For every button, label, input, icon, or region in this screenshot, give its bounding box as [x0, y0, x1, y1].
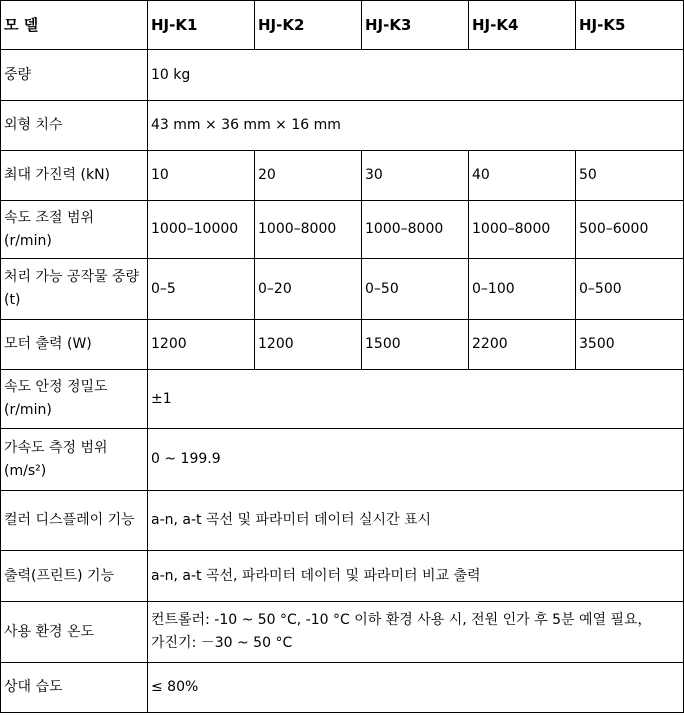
weight-value: 10 kg	[148, 50, 684, 101]
speed-range-k5: 500–6000	[576, 201, 684, 259]
table-row-speed-stability	[1, 370, 684, 429]
table-row-max-force	[1, 151, 684, 201]
row-label: 상대 습도	[1, 663, 148, 713]
operating-temp-value: 컨트롤러: -10 ~ 50 °C, -10 °C 이하 환경 사용 시, 전원 인가 후 5분 예열 필요，가진기: －30 ~ 50 °C	[148, 602, 684, 663]
table-row-header	[1, 1, 684, 50]
row-label: 속도 안정 정밀도 (r/min)	[1, 370, 148, 429]
header-model-k3: HJ-K3	[362, 1, 469, 50]
speed-stability-value: ±1	[148, 370, 684, 429]
dimensions-value: 43 mm × 36 mm × 16 mm	[148, 101, 684, 151]
humidity-value: ≤ 80%	[148, 663, 684, 713]
row-label: 속도 조절 범위 (r/min)	[1, 201, 148, 259]
table-row-workpiece-weight	[1, 259, 684, 320]
header-model-k5: HJ-K5	[576, 1, 684, 50]
motor-output-k4: 2200	[469, 320, 576, 370]
max-force-k5: 50	[576, 151, 684, 201]
header-model-k4: HJ-K4	[469, 1, 576, 50]
motor-output-k1: 1200	[148, 320, 255, 370]
speed-range-k3: 1000–8000	[362, 201, 469, 259]
max-force-k2: 20	[255, 151, 362, 201]
motor-output-k3: 1500	[362, 320, 469, 370]
print-function-value: a-n, a-t 곡선, 파라미터 데이터 및 파라미터 비교 출력	[148, 551, 684, 602]
row-label: 모터 출력 (W)	[1, 320, 148, 370]
workpiece-weight-k5: 0–500	[576, 259, 684, 320]
workpiece-weight-k1: 0–5	[148, 259, 255, 320]
row-label: 출력(프린트) 기능	[1, 551, 148, 602]
table-row-accel-range	[1, 429, 684, 491]
max-force-k1: 10	[148, 151, 255, 201]
workpiece-weight-k4: 0–100	[469, 259, 576, 320]
header-label-cell: 모 델	[1, 1, 148, 50]
row-label: 사용 환경 온도	[1, 602, 148, 663]
row-label: 처리 가능 공작물 중량 (t)	[1, 259, 148, 320]
row-label: 최대 가진력 (kN)	[1, 151, 148, 201]
motor-output-k5: 3500	[576, 320, 684, 370]
table-row-print-function	[1, 551, 684, 602]
color-display-value: a-n, a-t 곡선 및 파라미터 데이터 실시간 표시	[148, 491, 684, 551]
speed-range-k1: 1000–10000	[148, 201, 255, 259]
speed-range-k4: 1000–8000	[469, 201, 576, 259]
table-row-motor-output	[1, 320, 684, 370]
table-row-dimensions	[1, 101, 684, 151]
speed-range-k2: 1000–8000	[255, 201, 362, 259]
table-row-weight	[1, 50, 684, 101]
row-label: 외형 치수	[1, 101, 148, 151]
header-model-k1: HJ-K1	[148, 1, 255, 50]
row-label: 가속도 측정 범위 (m/s²)	[1, 429, 148, 491]
motor-output-k2: 1200	[255, 320, 362, 370]
table-row-color-display	[1, 491, 684, 551]
workpiece-weight-k2: 0–20	[255, 259, 362, 320]
table-row-speed-range	[1, 201, 684, 259]
table-row-operating-temp	[1, 602, 684, 663]
table-row-humidity	[1, 663, 684, 713]
row-label: 중량	[1, 50, 148, 101]
row-label: 컬러 디스플레이 기능	[1, 491, 148, 551]
max-force-k4: 40	[469, 151, 576, 201]
workpiece-weight-k3: 0–50	[362, 259, 469, 320]
max-force-k3: 30	[362, 151, 469, 201]
accel-range-value: 0 ~ 199.9	[148, 429, 684, 491]
header-model-k2: HJ-K2	[255, 1, 362, 50]
